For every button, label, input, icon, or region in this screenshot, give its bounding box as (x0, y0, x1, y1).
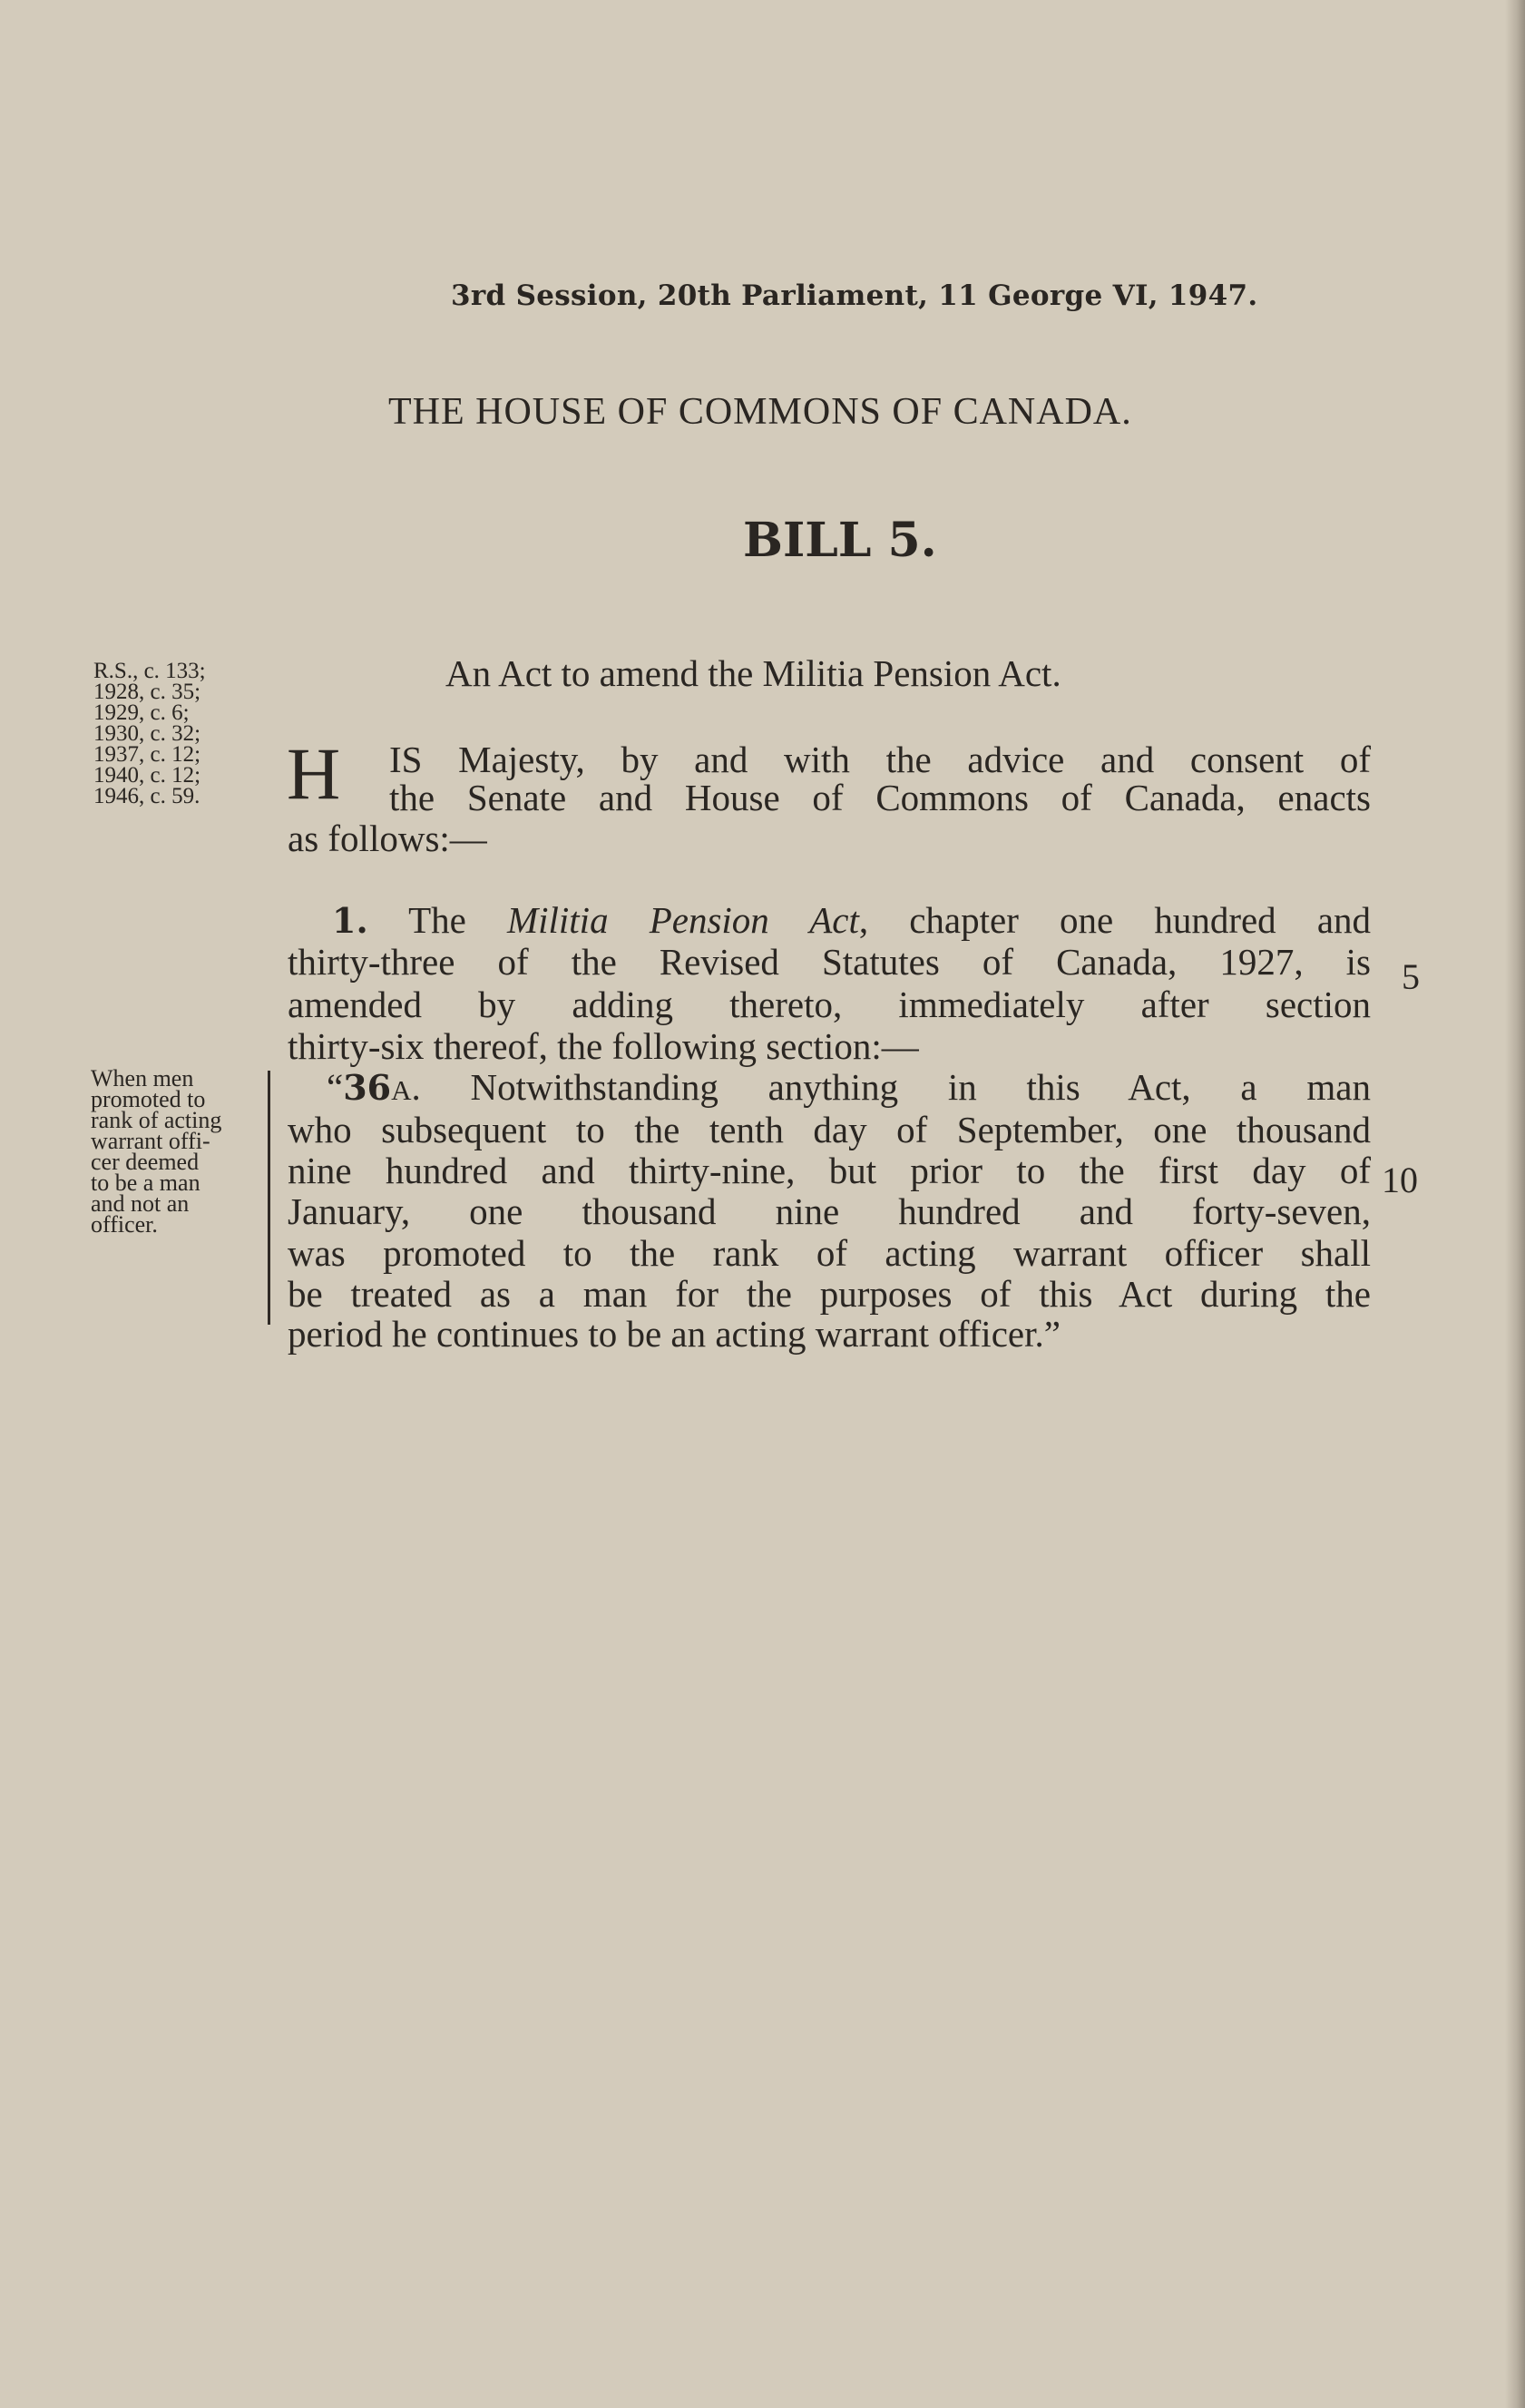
citation: 1930, c. 32; (93, 721, 201, 746)
marginal-note-line: promoted to (91, 1086, 206, 1112)
enacting-line: as follows:— (288, 817, 487, 859)
section-36a-line: who subsequent to the tenth day of September, one thousand (288, 1109, 1371, 1150)
section-36a-line: January, one thousand nine hundred and forty-seven, (288, 1190, 1371, 1232)
citation: 1940, c. 12; (93, 763, 201, 788)
line-number: 10 (1382, 1160, 1418, 1200)
section-36a-line: nine hundred and thirty-nine, but prior to the first day of (288, 1150, 1371, 1191)
marginal-note-line: rank of acting (91, 1107, 222, 1133)
paper-edge (1505, 0, 1525, 2408)
line-number: 5 (1402, 956, 1420, 997)
marginal-note-line: warrant offi- (91, 1128, 210, 1154)
section-36a-line: was promoted to the rank of acting warrant officer shall (288, 1232, 1371, 1274)
section-36a-line: “36A. Notwithstanding anything in this Act, a man (327, 1066, 1371, 1108)
section-36a-line: period he continues to be an acting warrant officer.” (288, 1313, 1061, 1355)
marginal-note-line: and not an (91, 1190, 190, 1217)
section-1-line: 1. The Militia Pension Act, chapter one hundred and (332, 899, 1372, 941)
section-number: 36 (343, 1067, 392, 1108)
house-title: THE HOUSE OF COMMONS OF CANADA. (388, 391, 1132, 433)
section-number: 1. (332, 900, 368, 941)
marginal-bar (268, 1071, 270, 1325)
marginal-note-line: officer. (91, 1211, 158, 1238)
section-36a-line: be treated as a man for the purposes of this Act during the (288, 1273, 1371, 1315)
citation: 1929, c. 6; (93, 700, 190, 725)
statute-citations (93, 661, 206, 807)
citation: R.S., c. 133; (93, 659, 206, 683)
enacting-line: IS Majesty, by and with the advice and consent of (389, 739, 1371, 780)
act-title: An Act to amend the Militia Pension Act. (445, 652, 1061, 694)
marginal-note-line: to be a man (91, 1170, 200, 1196)
section-1-line: thirty-six thereof, the following section:— (288, 1025, 919, 1067)
citation: 1937, c. 12; (93, 742, 201, 767)
marginal-note-line: cer deemed (91, 1149, 200, 1175)
citation: 1946, c. 59. (93, 784, 200, 808)
session-header: 3rd Session, 20th Parliament, 11 George VI, 1947. (451, 279, 1258, 312)
bill-number: BILL 5. (743, 513, 937, 568)
enacting-line: the Senate and House of Commons of Canada, enacts (389, 777, 1371, 818)
section-1-line: amended by adding thereto, immediately after section (288, 984, 1371, 1025)
marginal-note (91, 1065, 222, 1238)
marginal-note-line: When men (91, 1065, 194, 1091)
act-name: Militia Pension Act (506, 899, 859, 941)
drop-cap: H (287, 732, 341, 815)
citation: 1928, c. 35; (93, 680, 201, 704)
section-1-line: thirty-three of the Revised Statutes of Canada, 1927, is (288, 941, 1371, 983)
